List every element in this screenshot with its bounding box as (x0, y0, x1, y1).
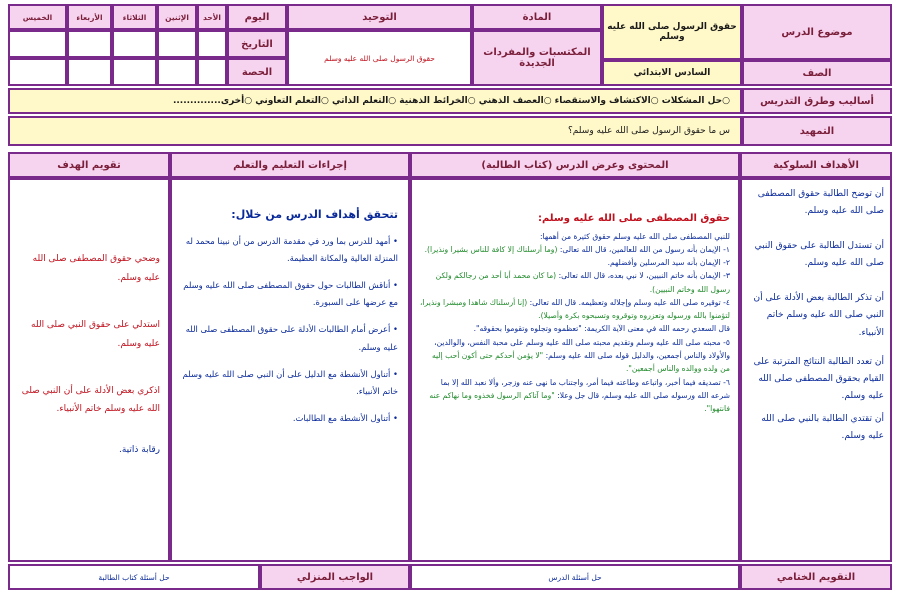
prior-knowledge-label: المكتسبات والمفردات الجديدة (472, 30, 602, 86)
day-column-header: الأربعاء (67, 4, 112, 30)
teaching-methods-label: أساليب وطرق التدريس (742, 88, 892, 114)
homework-label: الواجب المنزلي (260, 564, 410, 590)
period-label: الحصة (227, 58, 287, 86)
content-title: حقوق المصطفى صلى الله عليه وسلم: (537, 213, 730, 224)
content-item: قال السعدي رحمه الله في معنى الآية الكريمة: "تعظموه وتجلوه وتقوموا بحقوقه". (473, 324, 730, 334)
prior-knowledge-value: حقوق الرسول صلى الله عليه وسلم (287, 30, 472, 86)
material-label: المادة (472, 4, 602, 30)
assessment-item: اذكري بعض الأدلة على أن النبي صلى الله عليه وسلم خاتم الأنبياء. (21, 385, 160, 415)
date-label: التاريخ (227, 30, 287, 58)
objectives-panel (740, 178, 892, 562)
objective-item: أن تذكر الطالبة بعض الأدلة على أن النبي صلى الله عليه وسلم خاتم الأنبياء. (753, 293, 884, 338)
day-column-header: الخميس (8, 4, 67, 30)
teaching-methods-value: ○حل المشكلات ○الاكتشاف والاستقصاء ○العصف الذهني ○الخرائط الذهنية ○التعلم الذاتي ○التعلم التعاوني ○أخرى.............. (8, 88, 742, 114)
material-value: التوحيد (287, 4, 472, 30)
topic-value: حقوق الرسول صلى الله عليه وسلم (602, 4, 742, 60)
objective-item: أن تستدل الطالبة على حقوق النبي صلى الله عليه وسلم. (754, 241, 884, 269)
homework-value: حل أسئلة كتاب الطالبة (8, 564, 260, 590)
schedule-cell[interactable] (157, 58, 197, 86)
schedule-cell[interactable] (112, 58, 157, 86)
procedure-item: • أعرض أمام الطالبات الأدلة على حقوق المصطفى صلى الله عليه وسلم. (185, 324, 398, 352)
procedures-header: إجراءات التعليم والتعلم (170, 152, 410, 178)
grade-value: السادس الابتدائي (602, 60, 742, 86)
schedule-cell[interactable] (197, 30, 227, 58)
content-item: ٦- تصديقه فيما أخبر، واتباعه وطاعته فيما أمر، واجتناب ما نهى عنه وزجر، وألا نعبد الله إلا بما شرعه الله ورسوله صلى الله عليه وسلم، قال جل وعلا: "وما آتاكم الرسول فخذوه وما نهاكم عنه فانتهوا". (429, 377, 730, 414)
assessment-header: تقويم الهدف (8, 152, 170, 178)
procedure-item: • أمهد للدرس بما ورد في مقدمة الدرس من أن نبينا محمد له المنزلة العالية والمكانة العظيمة. (185, 235, 398, 263)
assessment-item: استدلي على حقوق النبي صلى الله عليه وسلم. (31, 319, 160, 349)
content-item: ٥- محبته صلى الله عليه وسلم وتقديم محبته صلى الله عليه وسلم على محبة النفس، والوالدين، والأولاد والناس أجمعين، والدليل قوله صلى الله عليه وسلم: "لا يؤمن أحدكم حتى أكون أحب إليه من ولده ووالده والناس أجمعين". (431, 337, 730, 374)
objective-item: أن تعدد الطالبة النتائج المترتبة على القيام بحقوق المصطفى صلى الله عليه وسلم. (753, 356, 884, 401)
day-column-header: الإثنين (157, 4, 197, 30)
content-intro: للنبي المصطفى صلى الله عليه وسلم حقوق كثيرة من أهمها: (539, 231, 730, 241)
objective-item: أن تقتدي الطالبة بالنبي صلى الله عليه وسلم. (761, 413, 884, 442)
assessment-item: رقابة ذاتية. (119, 445, 160, 456)
final-assessment-value: حل أسئلة الدرس (410, 564, 740, 590)
schedule-cell[interactable] (197, 58, 227, 86)
objectives-header: الأهداف السلوكية (740, 152, 892, 178)
schedule-cell[interactable] (8, 30, 67, 58)
assessment-panel (8, 178, 170, 562)
grade-label: الصف (742, 60, 892, 86)
procedures-panel (170, 178, 410, 562)
intro-question: س ما حقوق الرسول صلى الله عليه وسلم؟ (8, 116, 742, 146)
schedule-cell[interactable] (8, 58, 67, 86)
procedure-item: • أتناول الأنشطة مع الطالبات. (292, 413, 398, 424)
schedule-cell[interactable] (157, 30, 197, 58)
schedule-cell[interactable] (67, 30, 112, 58)
procedures-title: تتحقق أهداف الدرس من خلال: (231, 208, 398, 221)
schedule-cell[interactable] (112, 30, 157, 58)
assessment-item: وضحي حقوق المصطفى صلى الله عليه وسلم. (32, 254, 160, 283)
content-item: ١- الإيمان بأنه رسول من الله للعالمين، قال الله تعالى: (وما أرسلناك إلا كافة للناس بشيرا ونذيرا). (424, 244, 730, 254)
procedure-item: • أناقش الطالبات حول حقوق المصطفى صلى الله عليه وسلم مع عرضها على السبورة. (183, 279, 398, 308)
day-column-header: الثلاثاء (112, 4, 157, 30)
content-item: ٣- الإيمان بأنه خاتم النبيين، لا نبي بعده، قال الله تعالى: (ما كان محمد أبا أحد من رجالكم ولكن رسول الله وخاتم النبيين). (435, 271, 730, 294)
content-item: ٤- توقيره صلى الله عليه وسلم وإجلاله وتعظيمه. قال الله تعالى: (إنا أرسلناك شاهدا ومبشرا ونذيرا، لتؤمنوا بالله ورسوله وتعزروه وتوقروه وتسبحوه بكرة وأصيلا). (419, 297, 730, 321)
content-header: المحتوى وعرض الدرس (كتاب الطالبة) (410, 152, 740, 178)
schedule-cell[interactable] (67, 58, 112, 86)
content-item: ٢- الإيمان بأنه سيد المرسلين وأفضلهم. (607, 258, 730, 268)
day-column-header: الأحد (197, 4, 227, 30)
procedure-item: • أتناول الأنشطة مع الدليل على أن النبي صلى الله عليه وسلم خاتم الأنبياء. (182, 368, 398, 397)
final-assessment-label: التقويم الختامي (740, 564, 892, 590)
intro-label: التمهيد (742, 116, 892, 146)
topic-label: موضوع الدرس (742, 4, 892, 60)
content-panel (410, 178, 740, 562)
objective-item: أن توضح الطالبة حقوق المصطفى صلى الله عليه وسلم. (757, 189, 884, 217)
day-label: اليوم (227, 4, 287, 30)
